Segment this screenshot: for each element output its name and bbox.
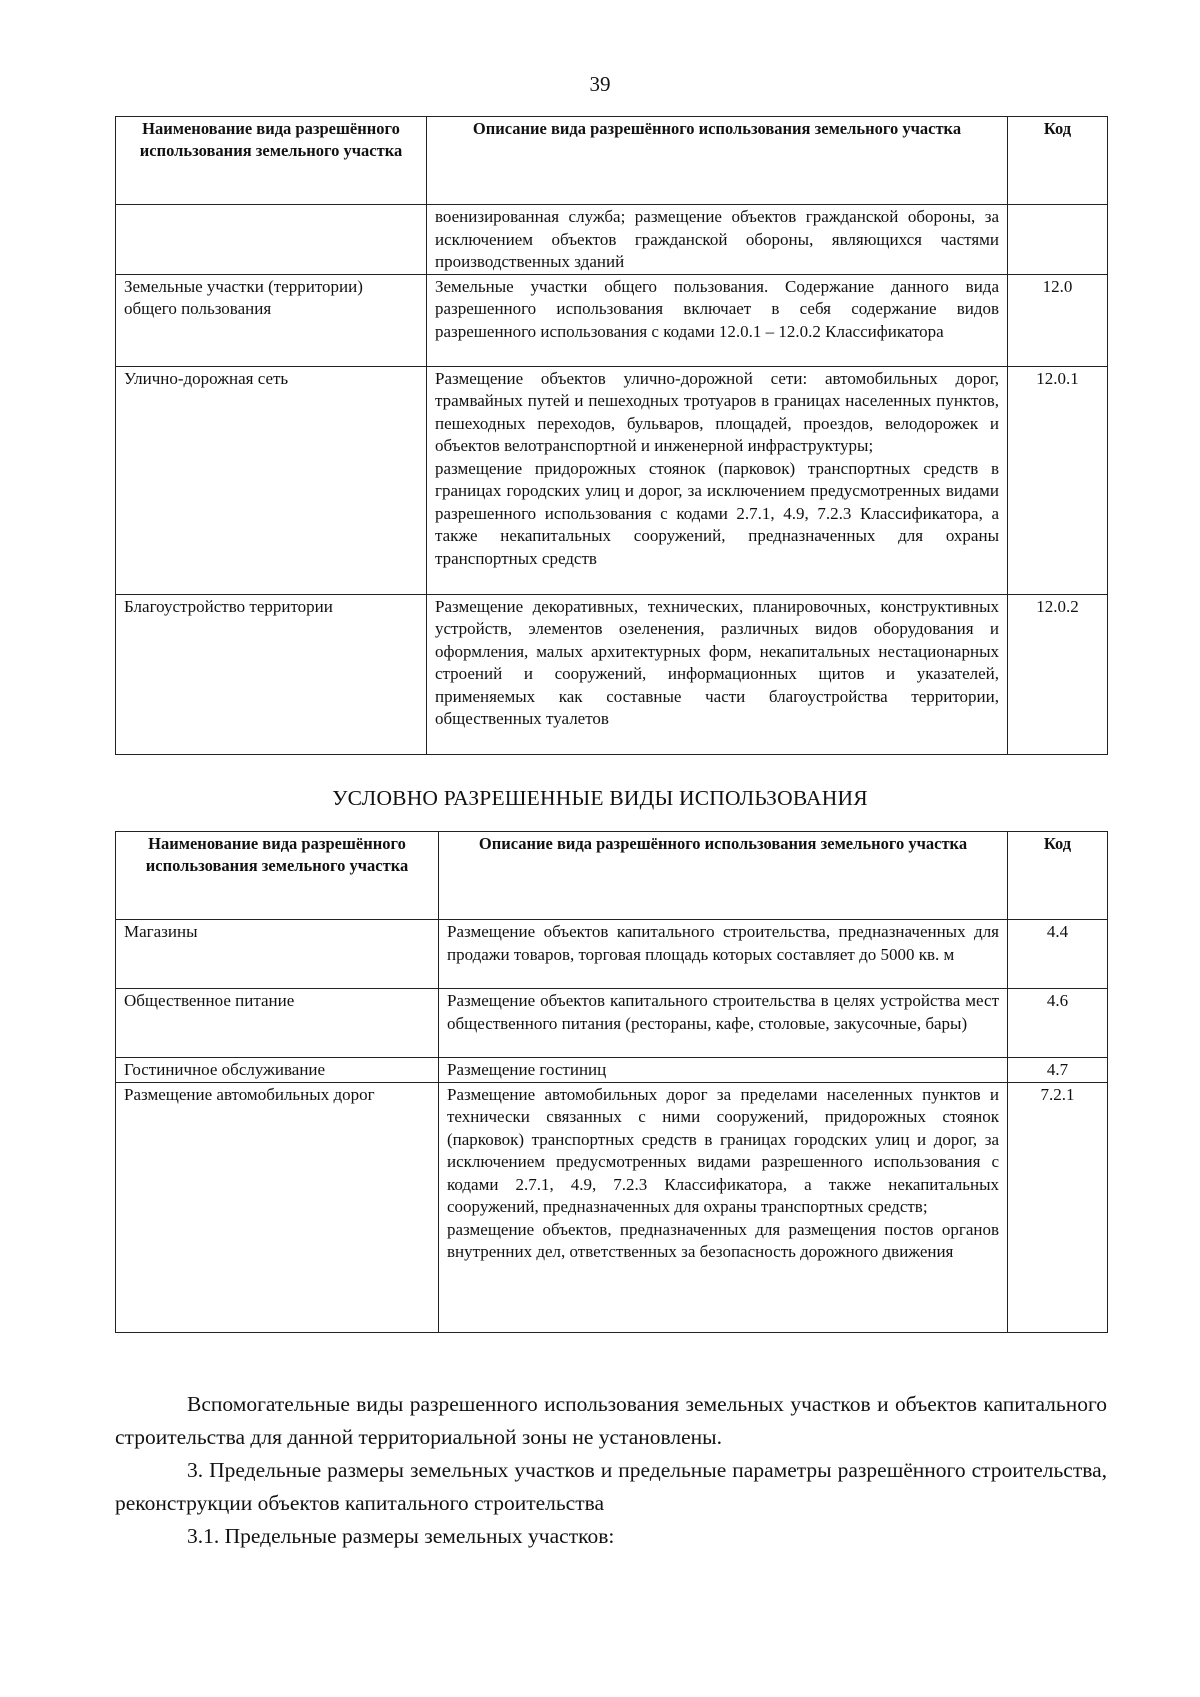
row-name: Благоустройство территории	[116, 594, 427, 754]
row-description-part-1: Размещение объектов улично-дорожной сети: автомобильных дорог, трамвайных путей и пешеходных тротуаров в границах населенных пунктов, пешеходных переходов, бульваров, площадей, проездов, велодорожек и объектов велотранспортной и инженерной инфраструктуры;	[435, 368, 999, 455]
header-description: Описание вида разрешённого использования земельного участка	[427, 117, 1008, 205]
row-code: 12.0	[1008, 274, 1108, 366]
row-description	[439, 1082, 1008, 1332]
header-name: Наименование вида разрешённого использования земельного участка	[116, 117, 427, 205]
table-row	[116, 989, 1108, 1058]
header-name: Наименование вида разрешённого использования земельного участка	[116, 832, 439, 920]
row-description-part-2: размещение придорожных стоянок (парковок) транспортных средств в границах городских улиц и дорог, за исключением предусмотренных видами разрешенного использования с кодами 2.7.1, 4.9, 7.2.3 Классификатора, а также некапитальных сооружений, предназначенных для охраны транспортных средств	[435, 458, 999, 568]
row-name: Общественное питание	[116, 989, 439, 1058]
row-code: 12.0.1	[1008, 366, 1108, 594]
header-code: Код	[1008, 832, 1108, 920]
conditionally-permitted-uses-table	[115, 831, 1108, 1333]
table-row	[116, 205, 1108, 275]
row-description: Размещение объектов капитального строительства в целях устройства мест общественного питания (рестораны, кафе, столовые, закусочные, бары)	[439, 989, 1008, 1058]
paragraph-auxiliary-uses: Вспомогательные виды разрешенного использования земельных участков и объектов капитального строительства для данной территориальной зоны не установлены.	[115, 1392, 1107, 1449]
table-row	[116, 1082, 1108, 1332]
table-header-row	[116, 117, 1108, 205]
section-heading: УСЛОВНО РАЗРЕШЕННЫЕ ВИДЫ ИСПОЛЬЗОВАНИЯ	[332, 786, 868, 810]
row-name: Размещение автомобильных дорог	[116, 1082, 439, 1332]
table-row	[116, 594, 1108, 754]
header-code: Код	[1008, 117, 1108, 205]
paragraph-section-3: 3. Предельные размеры земельных участков и предельные параметры разрешённого строительства, реконструкции объектов капитального строительства	[115, 1458, 1107, 1515]
row-name	[116, 205, 427, 275]
row-description-part-1: Размещение автомобильных дорог за пределами населенных пунктов и технически связанных с ними сооружений, придорожных стоянок (парковок) транспортных средств в границах городских улиц и дорог, за исключением предусмотренных видами разрешенного использования с кодами 2.7.1, 4.9, 7.2.3 Классификатора, а также некапитальных сооружений, предназначенных для охраны транспортных средств;	[447, 1084, 999, 1216]
row-code: 12.0.2	[1008, 594, 1108, 754]
table-row	[116, 274, 1108, 366]
row-code	[1008, 205, 1108, 275]
table-row	[116, 1058, 1108, 1083]
table-row	[116, 920, 1108, 989]
page-number: 39	[589, 72, 611, 96]
row-name: Магазины	[116, 920, 439, 989]
row-name: Улично-дорожная сеть	[116, 366, 427, 594]
row-description: военизированная служба; размещение объектов гражданской обороны, за исключением объектов гражданской обороны, являющихся частями производственных зданий	[427, 205, 1008, 275]
table-row	[116, 366, 1108, 594]
row-description: Земельные участки общего пользования. Содержание данного вида разрешенного использования включает в себя содержание видов разрешенного использования с кодами 12.0.1 – 12.0.2 Классификатора	[427, 274, 1008, 366]
permitted-uses-table	[115, 116, 1108, 755]
row-code: 4.7	[1008, 1058, 1108, 1083]
table-header-row	[116, 832, 1108, 920]
row-description-part-2: размещение объектов, предназначенных для размещения постов органов внутренних дел, ответственных за безопасность дорожного движения	[447, 1219, 999, 1261]
row-description: Размещение декоративных, технических, планировочных, конструктивных устройств, элементов озеленения, различных видов оборудования и оформления, малых архитектурных форм, некапитальных нестационарных строений и сооружений, информационных щитов и указателей, применяемых как составные части благоустройства территории, общественных туалетов	[427, 594, 1008, 754]
paragraph-section-3-1: 3.1. Предельные размеры земельных участков:	[187, 1524, 615, 1548]
row-description: Размещение гостиниц	[439, 1058, 1008, 1083]
header-description: Описание вида разрешённого использования земельного участка	[439, 832, 1008, 920]
row-description	[427, 366, 1008, 594]
row-code: 4.4	[1008, 920, 1108, 989]
row-code: 7.2.1	[1008, 1082, 1108, 1332]
row-name: Гостиничное обслуживание	[116, 1058, 439, 1083]
row-name: Земельные участки (территории) общего пользования	[116, 274, 427, 366]
row-description: Размещение объектов капитального строительства, предназначенных для продажи товаров, торговая площадь которых составляет до 5000 кв. м	[439, 920, 1008, 989]
row-code: 4.6	[1008, 989, 1108, 1058]
